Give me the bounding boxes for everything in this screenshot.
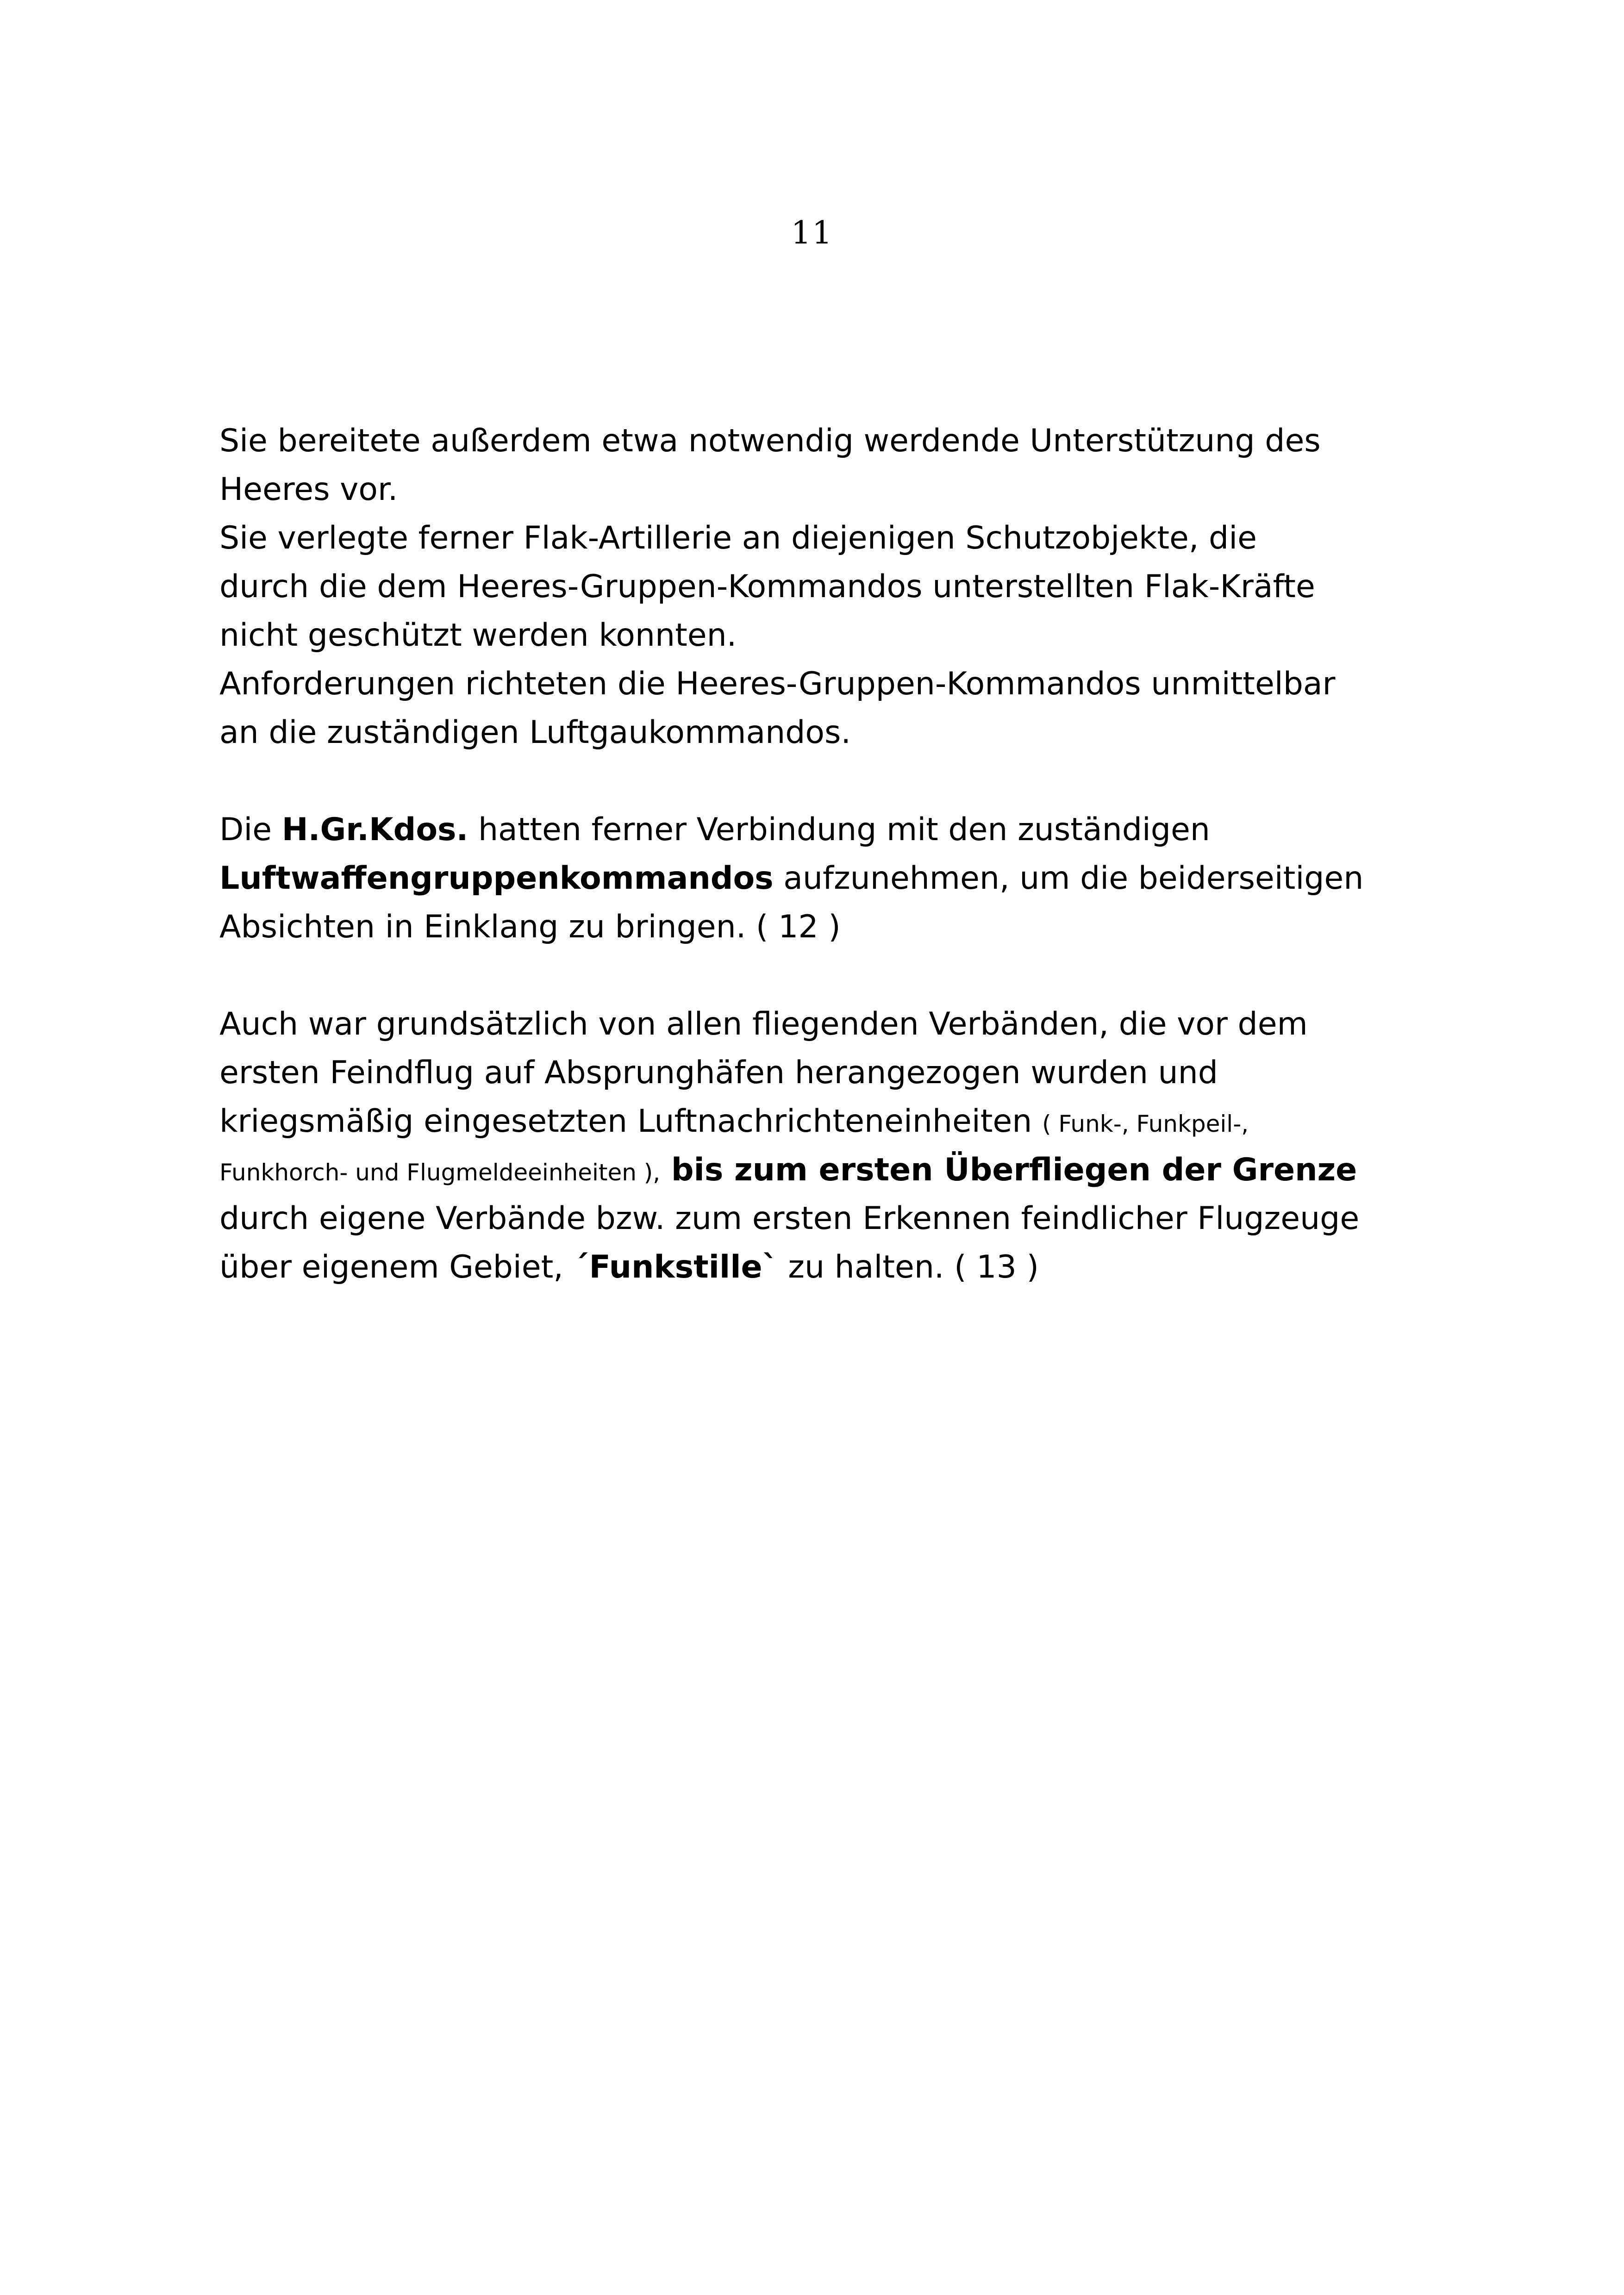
paragraph-line: Absichten in Einklang zu bringen. ( 12 ) — [219, 909, 841, 945]
paragraph-3 — [219, 1000, 1442, 1291]
bold-abbreviation: H.Gr.Kdos. — [281, 811, 468, 848]
paragraph-line: an die zuständigen Luftgaukommandos. — [219, 714, 851, 751]
paragraph-line: Anforderungen richteten die Heeres-Gruppen-Kommandos unmittelbar — [219, 666, 1336, 702]
paragraph-line: Sie bereitete außerdem etwa notwendig werdende Unterstützung des — [219, 423, 1321, 459]
paragraph-1 — [219, 417, 1442, 757]
bold-phrase: bis zum ersten Überfliegen der Grenze — [660, 1152, 1357, 1188]
small-parenthetical: Funkhorch- und Flugmeldeeinheiten ), — [219, 1159, 661, 1186]
bold-quoted-term: ´Funkstille` — [573, 1249, 778, 1285]
paragraph-line — [219, 1146, 1442, 1194]
paragraph-line — [219, 854, 1442, 903]
text-run: über eigenem Gebiet, — [219, 1249, 574, 1285]
paragraph-line: ersten Feindflug auf Absprunghäfen herangezogen wurden und — [219, 1054, 1218, 1091]
text-run: kriegsmäßig eingesetzten Luftnachrichteneinheiten — [219, 1103, 1042, 1140]
paragraph-line: Sie verlegte ferner Flak-Artillerie an diejenigen Schutzobjekte, die — [219, 520, 1257, 556]
paragraph-line: Heeres vor. — [219, 471, 398, 508]
paragraph-line: durch die dem Heeres-Gruppen-Kommandos unterstellten Flak-Kräfte — [219, 568, 1315, 605]
text-run: Die — [219, 811, 282, 848]
paragraph-line: durch eigene Verbände bzw. zum ersten Erkennen feindlicher Flugzeuge — [219, 1200, 1360, 1237]
paragraph-line — [219, 805, 1442, 854]
page-number: 11 — [791, 215, 833, 251]
paragraph-line — [219, 1097, 1442, 1146]
small-parenthetical: ( Funk-, Funkpeil-, — [1042, 1110, 1249, 1137]
paragraph-2 — [219, 805, 1442, 951]
bold-term: Luftwaffengruppenkommandos — [219, 860, 774, 897]
text-run: hatten ferner Verbindung mit den zuständigen — [468, 811, 1210, 848]
paragraph-line — [219, 1243, 1442, 1291]
text-run: aufzunehmen, um die beiderseitigen — [773, 860, 1364, 897]
paragraph-line: nicht geschützt werden konnten. — [219, 617, 737, 654]
text-run: zu halten. ( 13 ) — [778, 1249, 1039, 1285]
paragraph-line: Auch war grundsätzlich von allen fliegenden Verbänden, die vor dem — [219, 1006, 1308, 1042]
